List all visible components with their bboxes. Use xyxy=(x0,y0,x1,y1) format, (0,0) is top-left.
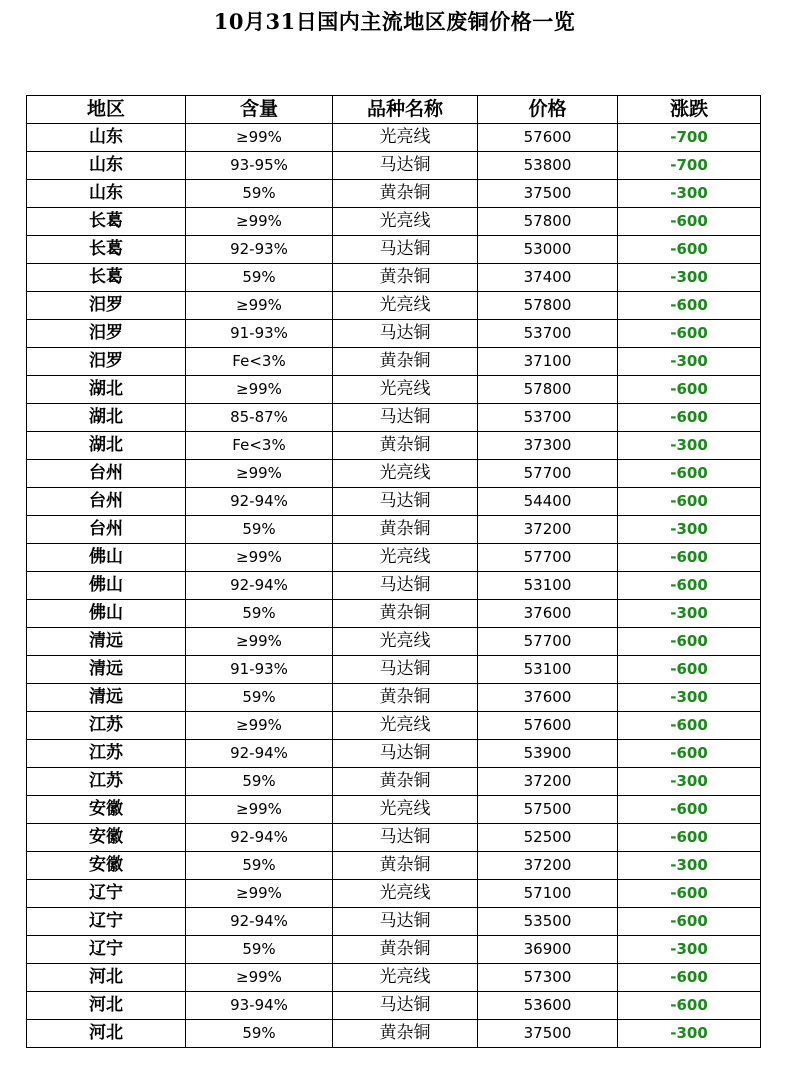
table-row xyxy=(27,488,761,516)
region-cell: 台州 xyxy=(27,516,186,544)
content-cell: 92-94% xyxy=(186,740,333,768)
variety-cell: 马达铜 xyxy=(333,824,478,852)
table-row xyxy=(27,656,761,684)
variety-cell: 光亮线 xyxy=(333,208,478,236)
change-cell: -600 xyxy=(618,460,761,488)
change-cell: -600 xyxy=(618,740,761,768)
content-cell: ≥99% xyxy=(186,208,333,236)
content-cell: ≥99% xyxy=(186,964,333,992)
content-cell: ≥99% xyxy=(186,712,333,740)
region-cell: 山东 xyxy=(27,180,186,208)
table-row xyxy=(27,516,761,544)
variety-cell: 光亮线 xyxy=(333,292,478,320)
price-cell: 57600 xyxy=(478,712,618,740)
table-row xyxy=(27,236,761,264)
region-cell: 河北 xyxy=(27,1020,186,1048)
variety-cell: 光亮线 xyxy=(333,460,478,488)
table-row xyxy=(27,628,761,656)
content-cell: Fe<3% xyxy=(186,432,333,460)
price-cell: 57700 xyxy=(478,628,618,656)
table-row xyxy=(27,684,761,712)
price-cell: 57800 xyxy=(478,376,618,404)
table-row xyxy=(27,796,761,824)
variety-cell: 黄杂铜 xyxy=(333,1020,478,1048)
region-cell: 佛山 xyxy=(27,544,186,572)
region-cell: 辽宁 xyxy=(27,880,186,908)
variety-cell: 马达铜 xyxy=(333,656,478,684)
header-change: 涨跌 xyxy=(618,96,761,124)
price-cell: 37200 xyxy=(478,768,618,796)
region-cell: 江苏 xyxy=(27,712,186,740)
region-cell: 汨罗 xyxy=(27,292,186,320)
change-cell: -600 xyxy=(618,292,761,320)
content-cell: ≥99% xyxy=(186,796,333,824)
variety-cell: 黄杂铜 xyxy=(333,432,478,460)
region-cell: 河北 xyxy=(27,964,186,992)
content-cell: 91-93% xyxy=(186,320,333,348)
content-cell: 59% xyxy=(186,264,333,292)
content-cell: 59% xyxy=(186,936,333,964)
table-row xyxy=(27,320,761,348)
region-cell: 佛山 xyxy=(27,572,186,600)
change-cell: -600 xyxy=(618,628,761,656)
price-cell: 36900 xyxy=(478,936,618,964)
price-cell: 53500 xyxy=(478,908,618,936)
change-cell: -600 xyxy=(618,964,761,992)
region-cell: 安徽 xyxy=(27,796,186,824)
price-cell: 57300 xyxy=(478,964,618,992)
variety-cell: 光亮线 xyxy=(333,124,478,152)
variety-cell: 光亮线 xyxy=(333,880,478,908)
variety-cell: 黄杂铜 xyxy=(333,600,478,628)
price-cell: 57800 xyxy=(478,208,618,236)
change-cell: -600 xyxy=(618,992,761,1020)
change-cell: -600 xyxy=(618,572,761,600)
price-cell: 37600 xyxy=(478,600,618,628)
variety-cell: 黄杂铜 xyxy=(333,516,478,544)
variety-cell: 马达铜 xyxy=(333,404,478,432)
table-row xyxy=(27,908,761,936)
table-row xyxy=(27,180,761,208)
change-cell: -300 xyxy=(618,684,761,712)
variety-cell: 马达铜 xyxy=(333,488,478,516)
price-cell: 53800 xyxy=(478,152,618,180)
variety-cell: 光亮线 xyxy=(333,376,478,404)
content-cell: 92-94% xyxy=(186,824,333,852)
price-cell: 57700 xyxy=(478,460,618,488)
change-cell: -300 xyxy=(618,348,761,376)
region-cell: 山东 xyxy=(27,124,186,152)
change-cell: -600 xyxy=(618,236,761,264)
region-cell: 湖北 xyxy=(27,404,186,432)
header-variety: 品种名称 xyxy=(333,96,478,124)
change-cell: -600 xyxy=(618,544,761,572)
change-cell: -600 xyxy=(618,796,761,824)
region-cell: 山东 xyxy=(27,152,186,180)
variety-cell: 光亮线 xyxy=(333,712,478,740)
table-row xyxy=(27,404,761,432)
change-cell: -300 xyxy=(618,936,761,964)
change-cell: -600 xyxy=(618,880,761,908)
variety-cell: 马达铜 xyxy=(333,152,478,180)
price-cell: 52500 xyxy=(478,824,618,852)
variety-cell: 黄杂铜 xyxy=(333,768,478,796)
content-cell: 92-93% xyxy=(186,236,333,264)
content-cell: ≥99% xyxy=(186,292,333,320)
table-row xyxy=(27,768,761,796)
content-cell: 59% xyxy=(186,516,333,544)
content-cell: 85-87% xyxy=(186,404,333,432)
region-cell: 江苏 xyxy=(27,740,186,768)
price-cell: 37600 xyxy=(478,684,618,712)
price-table xyxy=(26,95,761,1048)
region-cell: 台州 xyxy=(27,460,186,488)
table-row xyxy=(27,824,761,852)
region-cell: 台州 xyxy=(27,488,186,516)
price-cell: 57100 xyxy=(478,880,618,908)
region-cell: 长葛 xyxy=(27,264,186,292)
header-price: 价格 xyxy=(478,96,618,124)
change-cell: -300 xyxy=(618,180,761,208)
table-row xyxy=(27,208,761,236)
content-cell: 93-95% xyxy=(186,152,333,180)
variety-cell: 黄杂铜 xyxy=(333,180,478,208)
content-cell: ≥99% xyxy=(186,376,333,404)
region-cell: 汨罗 xyxy=(27,348,186,376)
price-cell: 53600 xyxy=(478,992,618,1020)
region-cell: 长葛 xyxy=(27,236,186,264)
region-cell: 辽宁 xyxy=(27,936,186,964)
price-cell: 37500 xyxy=(478,180,618,208)
table-row xyxy=(27,152,761,180)
price-cell: 53100 xyxy=(478,656,618,684)
change-cell: -300 xyxy=(618,264,761,292)
change-cell: -600 xyxy=(618,404,761,432)
table-row xyxy=(27,124,761,152)
region-cell: 安徽 xyxy=(27,824,186,852)
content-cell: 91-93% xyxy=(186,656,333,684)
table-row xyxy=(27,544,761,572)
change-cell: -600 xyxy=(618,320,761,348)
region-cell: 清远 xyxy=(27,684,186,712)
variety-cell: 黄杂铜 xyxy=(333,264,478,292)
table-row xyxy=(27,1020,761,1048)
price-cell: 37500 xyxy=(478,1020,618,1048)
content-cell: ≥99% xyxy=(186,124,333,152)
variety-cell: 马达铜 xyxy=(333,320,478,348)
variety-cell: 黄杂铜 xyxy=(333,936,478,964)
table-row xyxy=(27,348,761,376)
region-cell: 清远 xyxy=(27,656,186,684)
change-cell: -600 xyxy=(618,908,761,936)
table-row xyxy=(27,992,761,1020)
region-cell: 江苏 xyxy=(27,768,186,796)
price-cell: 57600 xyxy=(478,124,618,152)
variety-cell: 马达铜 xyxy=(333,908,478,936)
content-cell: ≥99% xyxy=(186,544,333,572)
variety-cell: 光亮线 xyxy=(333,628,478,656)
price-cell: 37400 xyxy=(478,264,618,292)
variety-cell: 光亮线 xyxy=(333,964,478,992)
change-cell: -300 xyxy=(618,768,761,796)
content-cell: 59% xyxy=(186,684,333,712)
table-row xyxy=(27,852,761,880)
region-cell: 河北 xyxy=(27,992,186,1020)
change-cell: -700 xyxy=(618,152,761,180)
price-cell: 37200 xyxy=(478,852,618,880)
table-row xyxy=(27,880,761,908)
header-row xyxy=(27,96,761,124)
price-cell: 53700 xyxy=(478,320,618,348)
change-cell: -600 xyxy=(618,488,761,516)
region-cell: 湖北 xyxy=(27,432,186,460)
change-cell: -700 xyxy=(618,124,761,152)
price-cell: 53000 xyxy=(478,236,618,264)
variety-cell: 马达铜 xyxy=(333,740,478,768)
price-cell: 54400 xyxy=(478,488,618,516)
header-content: 含量 xyxy=(186,96,333,124)
content-cell: 92-94% xyxy=(186,488,333,516)
content-cell: ≥99% xyxy=(186,628,333,656)
table-row xyxy=(27,292,761,320)
price-cell: 37300 xyxy=(478,432,618,460)
page-title: 10月31日国内主流地区废铜价格一览 xyxy=(213,9,576,34)
variety-cell: 光亮线 xyxy=(333,796,478,824)
change-cell: -600 xyxy=(618,712,761,740)
content-cell: ≥99% xyxy=(186,460,333,488)
content-cell: Fe<3% xyxy=(186,348,333,376)
price-cell: 37100 xyxy=(478,348,618,376)
change-cell: -600 xyxy=(618,376,761,404)
content-cell: 59% xyxy=(186,600,333,628)
change-cell: -300 xyxy=(618,432,761,460)
change-cell: -600 xyxy=(618,824,761,852)
price-cell: 57500 xyxy=(478,796,618,824)
change-cell: -300 xyxy=(618,600,761,628)
content-cell: 59% xyxy=(186,180,333,208)
region-cell: 清远 xyxy=(27,628,186,656)
change-cell: -600 xyxy=(618,208,761,236)
region-cell: 安徽 xyxy=(27,852,186,880)
content-cell: 93-94% xyxy=(186,992,333,1020)
content-cell: 59% xyxy=(186,1020,333,1048)
region-cell: 汨罗 xyxy=(27,320,186,348)
price-cell: 37200 xyxy=(478,516,618,544)
change-cell: -600 xyxy=(618,656,761,684)
table-row xyxy=(27,572,761,600)
change-cell: -300 xyxy=(618,1020,761,1048)
price-cell: 57800 xyxy=(478,292,618,320)
variety-cell: 马达铜 xyxy=(333,992,478,1020)
price-cell: 53900 xyxy=(478,740,618,768)
table-row xyxy=(27,964,761,992)
table-row xyxy=(27,432,761,460)
change-cell: -300 xyxy=(618,516,761,544)
region-cell: 佛山 xyxy=(27,600,186,628)
content-cell: 59% xyxy=(186,852,333,880)
region-cell: 辽宁 xyxy=(27,908,186,936)
price-cell: 53700 xyxy=(478,404,618,432)
variety-cell: 光亮线 xyxy=(333,544,478,572)
variety-cell: 马达铜 xyxy=(333,236,478,264)
price-cell: 53100 xyxy=(478,572,618,600)
table-row xyxy=(27,740,761,768)
variety-cell: 马达铜 xyxy=(333,572,478,600)
region-cell: 长葛 xyxy=(27,208,186,236)
content-cell: 92-94% xyxy=(186,908,333,936)
content-cell: ≥99% xyxy=(186,880,333,908)
variety-cell: 黄杂铜 xyxy=(333,684,478,712)
table-row xyxy=(27,460,761,488)
table-row xyxy=(27,376,761,404)
variety-cell: 黄杂铜 xyxy=(333,348,478,376)
table-row xyxy=(27,264,761,292)
table-row xyxy=(27,600,761,628)
region-cell: 湖北 xyxy=(27,376,186,404)
table-body xyxy=(27,124,761,1048)
content-cell: 59% xyxy=(186,768,333,796)
header-region: 地区 xyxy=(27,96,186,124)
change-cell: -300 xyxy=(618,852,761,880)
table-row xyxy=(27,712,761,740)
variety-cell: 黄杂铜 xyxy=(333,852,478,880)
table-row xyxy=(27,936,761,964)
content-cell: 92-94% xyxy=(186,572,333,600)
price-cell: 57700 xyxy=(478,544,618,572)
